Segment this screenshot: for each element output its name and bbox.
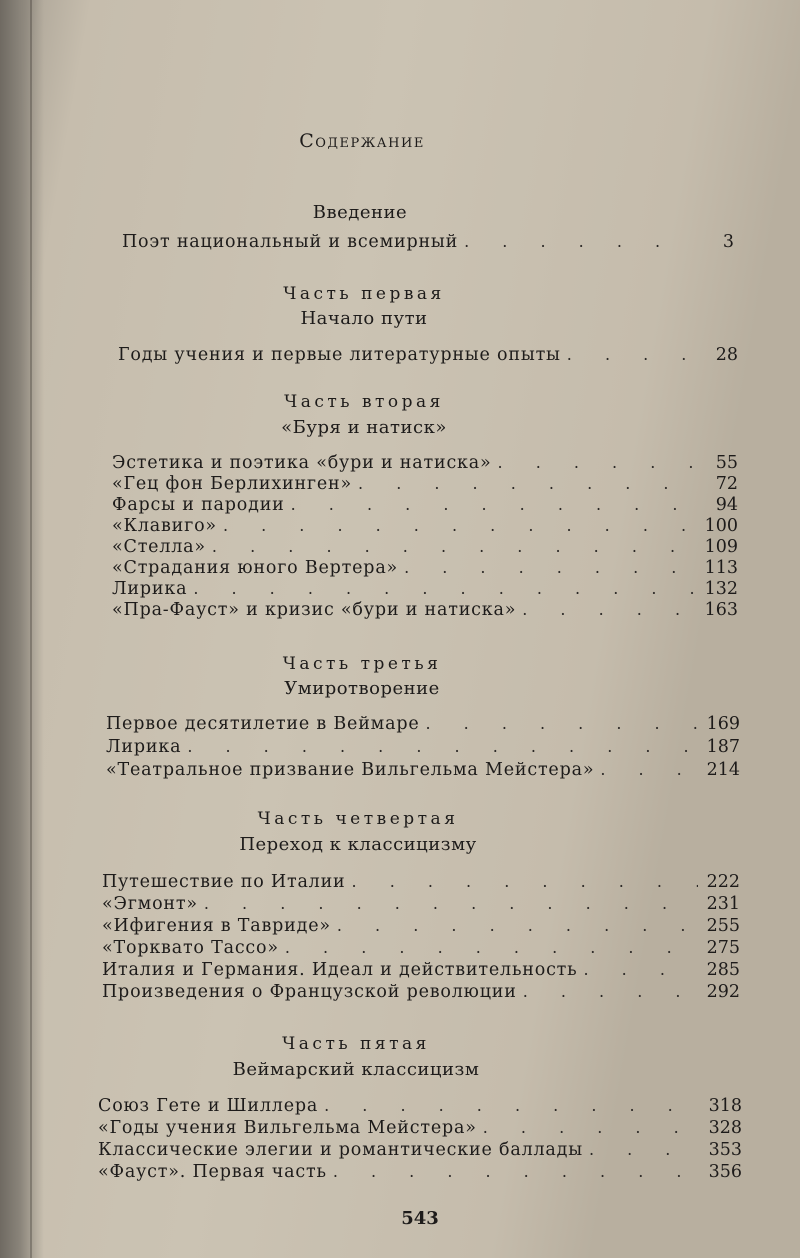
intro-heading: Введение [312, 202, 408, 223]
entry-page: 231 [706, 894, 740, 914]
entry-title: «Театральное призвание Вильгельма Мейстера» [106, 760, 595, 780]
entry-page: 132 [704, 579, 738, 599]
leader-dots [285, 938, 698, 957]
toc-entry[interactable] [118, 345, 738, 367]
entry-title: Произведения о Французской революции [102, 982, 517, 1002]
leader-dots [464, 232, 692, 251]
toc-entry[interactable] [112, 579, 738, 601]
entry-page: 94 [715, 495, 738, 515]
entry-page: 275 [706, 938, 740, 958]
entry-title: «Торквато Тассо» [102, 938, 279, 958]
entry-title: «Стелла» [112, 537, 206, 557]
leader-dots [204, 894, 698, 913]
entry-page: 222 [706, 872, 740, 892]
toc-entry[interactable] [106, 737, 740, 759]
toc-entry[interactable] [102, 872, 740, 894]
entry-page: 318 [708, 1096, 742, 1116]
toc-entry[interactable] [112, 516, 738, 538]
leader-dots [187, 737, 698, 756]
toc-entry[interactable] [102, 982, 740, 1004]
leader-dots [523, 982, 698, 1001]
leader-dots [522, 600, 696, 619]
toc-entry[interactable] [112, 537, 738, 559]
entry-page: 55 [715, 453, 738, 473]
toc-entry[interactable] [112, 600, 738, 622]
entry-page: 356 [708, 1162, 742, 1182]
entry-title: «Пра-Фауст» и кризис «бури и натиска» [112, 600, 517, 620]
part-2-label: Часть вторая [284, 392, 444, 412]
part-4-label: Часть четвертая [257, 809, 459, 829]
toc-entry[interactable] [122, 232, 734, 254]
toc-entry[interactable] [112, 558, 738, 580]
entry-title: «Гец фон Берлихинген» [112, 474, 353, 494]
toc-entry[interactable] [102, 938, 740, 960]
toc-entry[interactable] [102, 894, 740, 916]
part-1-subtitle: Начало пути [300, 308, 428, 329]
entry-title: Первое десятилетие в Веймаре [106, 714, 420, 734]
entry-title: Фарсы и пародии [112, 495, 285, 515]
leader-dots [600, 760, 698, 779]
entry-page: 113 [704, 558, 738, 578]
toc-title: Содержание [299, 130, 425, 152]
leader-dots [212, 537, 696, 556]
entry-page: 3 [722, 232, 734, 252]
leader-dots [291, 495, 696, 514]
leader-dots [483, 1118, 700, 1137]
leader-dots [584, 960, 699, 979]
entry-page: 214 [706, 760, 740, 780]
leader-dots [193, 579, 696, 598]
entry-title: «Эгмонт» [102, 894, 198, 914]
entry-title: Классические элегии и романтические баллады [98, 1140, 583, 1160]
entry-page: 353 [708, 1140, 742, 1160]
leader-dots [425, 714, 698, 733]
part-1-label: Часть первая [283, 284, 445, 304]
part-5-label: Часть пятая [282, 1034, 430, 1054]
toc-entry[interactable] [112, 453, 738, 475]
entry-page: 28 [715, 345, 738, 365]
entry-title: «Фауст». Первая часть [98, 1162, 327, 1182]
entry-title: Италия и Германия. Идеал и действительность [102, 960, 578, 980]
leader-dots [223, 516, 696, 535]
entry-page: 100 [704, 516, 738, 536]
entry-title: «Годы учения Вильгельма Мейстера» [98, 1118, 477, 1138]
leader-dots [404, 558, 696, 577]
leader-dots [337, 916, 698, 935]
toc-entry[interactable] [112, 474, 738, 496]
part-5-subtitle: Веймарский классицизм [232, 1059, 480, 1080]
entry-title: «Ифигения в Тавриде» [102, 916, 331, 936]
entry-page: 187 [706, 737, 740, 757]
leader-dots [498, 453, 696, 472]
entry-page: 109 [704, 537, 738, 557]
entry-page: 285 [706, 960, 740, 980]
entry-title: «Клавиго» [112, 516, 217, 536]
leader-dots [567, 345, 696, 364]
toc-entry[interactable] [102, 960, 740, 982]
entry-page: 255 [706, 916, 740, 936]
entry-page: 72 [715, 474, 738, 494]
toc-entry[interactable] [106, 760, 740, 782]
entry-title: Эстетика и поэтика «бури и натиска» [112, 453, 492, 473]
part-3-subtitle: Умиротворение [284, 678, 440, 699]
entry-title: Союз Гете и Шиллера [98, 1096, 319, 1116]
toc-entry[interactable] [98, 1162, 742, 1184]
part-4-subtitle: Переход к классицизму [239, 834, 477, 855]
entry-title: Лирика [106, 737, 182, 757]
toc-entry[interactable] [112, 495, 738, 517]
entry-title: Лирика [112, 579, 188, 599]
page-number: 543 [401, 1208, 439, 1229]
toc-entry[interactable] [102, 916, 740, 938]
leader-dots [333, 1162, 700, 1181]
entry-page: 163 [704, 600, 738, 620]
leader-dots [324, 1096, 700, 1115]
entry-page: 169 [706, 714, 740, 734]
toc-entry[interactable] [106, 714, 740, 736]
entry-title: Годы учения и первые литературные опыты [118, 345, 561, 365]
toc-entry[interactable] [98, 1118, 742, 1140]
entry-title: Путешествие по Италии [102, 872, 346, 892]
entry-title: Поэт национальный и всемирный [122, 232, 459, 252]
leader-dots [352, 872, 698, 891]
part-2-subtitle: «Буря и натиск» [281, 417, 447, 438]
part-3-label: Часть третья [282, 654, 442, 674]
toc-entry[interactable] [98, 1140, 742, 1162]
toc-entry[interactable] [98, 1096, 742, 1118]
entry-title: «Страдания юного Вертера» [112, 558, 399, 578]
leader-dots [358, 474, 696, 493]
entry-page: 328 [708, 1118, 742, 1138]
leader-dots [589, 1140, 700, 1159]
entry-page: 292 [706, 982, 740, 1002]
